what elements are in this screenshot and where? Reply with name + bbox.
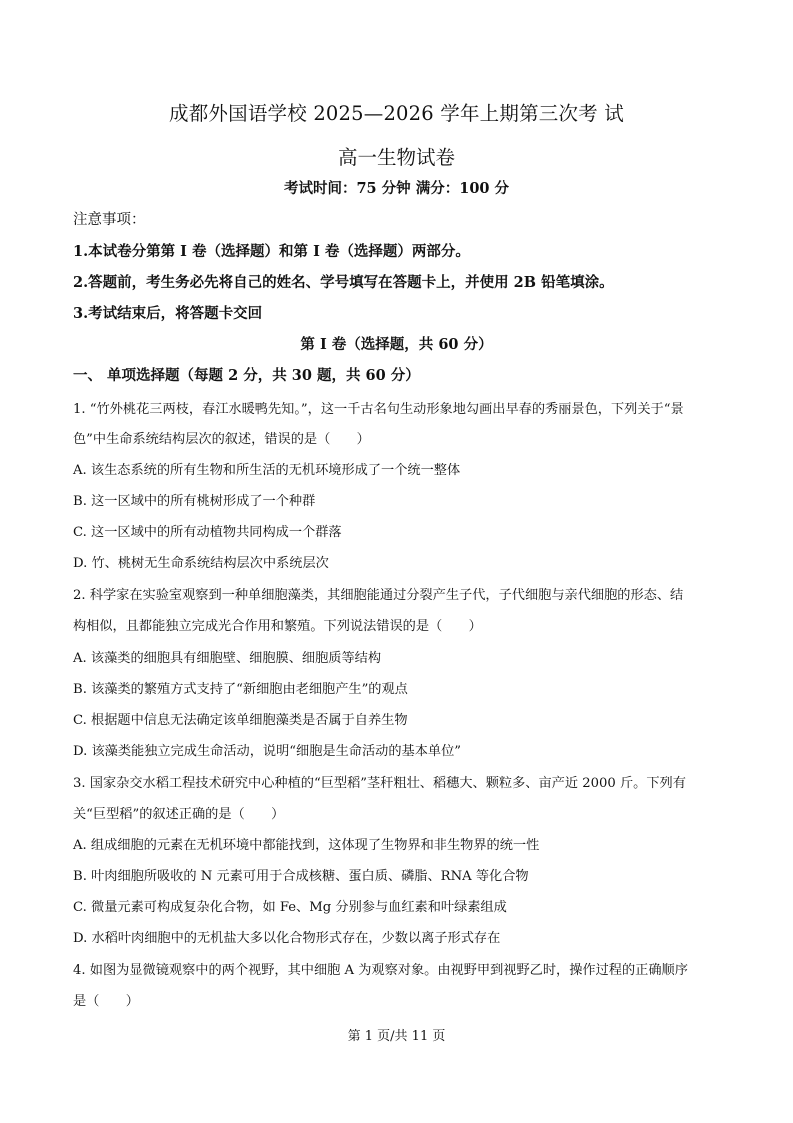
option-b: B. 叶肉细胞所吸收的 N 元素可用于合成核糖、蛋白质、磷脂、RNA 等化合物 (73, 869, 529, 884)
exam-title: 成都外国语学校 2025—2026 学年上期第三次考 试 (169, 102, 624, 125)
question-stem-line: 是（ ） (73, 994, 139, 1009)
option-c: C. 微量元素可构成复杂化合物，如 Fe、Mg 分别参与血红素和叶绿素组成 (73, 900, 507, 915)
option-c: C. 根据题中信息无法确定该单细胞藻类是否属于自养生物 (73, 713, 408, 728)
question-stem-line: 4. 如图为显微镜观察中的两个视野，其中细胞 A 为观察对象。由视野甲到视野乙时，操作过程的正确顺序 (73, 963, 688, 978)
page-number: 第 1 页/共 11 页 (347, 1029, 446, 1044)
question-stem-line: 关“巨型稻”的叙述正确的是（ ） (73, 807, 285, 822)
option-b: B. 该藻类的繁殖方式支持了“新细胞由老细胞产生”的观点 (73, 682, 408, 697)
question-stem-line: 构相似，且都能独立完成光合作用和繁殖。下列说法错误的是（ ） (73, 619, 482, 634)
note-item: 3.考试结束后，将答题卡交回 (73, 305, 263, 322)
notes-heading: 注意事项： (73, 212, 146, 228)
option-d: D. 竹、桃树无生命系统结构层次中系统层次 (73, 556, 329, 571)
option-b: B. 这一区域中的所有桃树形成了一个种群 (73, 494, 316, 509)
note-item: 1.本试卷分第第 I 卷（选择题）和第 I 卷（选择题）两部分。 (73, 243, 470, 260)
option-a: A. 该藻类的细胞具有细胞壁、细胞膜、细胞质等结构 (73, 651, 382, 666)
part-heading: 一、 单项选择题（每题 2 分，共 30 题，共 60 分） (73, 367, 420, 384)
question-stem-line: 3. 国家杂交水稻工程技术研究中心种植的“巨型稻”茎秆粗壮、稻穗大、颗粒多、亩产近 2000 斤。下列有 (73, 776, 686, 791)
question-stem-line: 色”中生命系统结构层次的叙述，错误的是（ ） (73, 432, 370, 447)
option-c: C. 这一区域中的所有动植物共同构成一个群落 (73, 525, 342, 540)
option-d: D. 该藻类能独立完成生命活动，说明“细胞是生命活动的基本单位” (73, 744, 462, 759)
option-a: A. 该生态系统的所有生物和所生活的无机环境形成了一个统一整体 (73, 463, 461, 478)
question-stem-line: 2. 科学家在实验室观察到一种单细胞藻类，其细胞能通过分裂产生子代，子代细胞与亲代细胞的形态、结 (73, 588, 684, 603)
subject-title: 高一生物试卷 (337, 146, 455, 169)
exam-info: 考试时间：75 分钟 满分：100 分 (283, 180, 510, 197)
note-item: 2.答题前，考生务必先将自己的姓名、学号填写在答题卡上，并使用 2B 铅笔填涂。 (73, 274, 614, 291)
question-stem-line: 1. “竹外桃花三两枝，春江水暖鸭先知。”，这一千古名句生动形象地勾画出早春的秀丽景色，下列关于“景 (73, 402, 684, 417)
option-d: D. 水稻叶肉细胞中的无机盐大多以化合物形式存在，少数以离子形式存在 (73, 931, 501, 946)
section-title: 第 I 卷（选择题，共 60 分） (300, 336, 493, 353)
option-a: A. 组成细胞的元素在无机环境中都能找到，这体现了生物界和非生物界的统一性 (73, 838, 540, 853)
